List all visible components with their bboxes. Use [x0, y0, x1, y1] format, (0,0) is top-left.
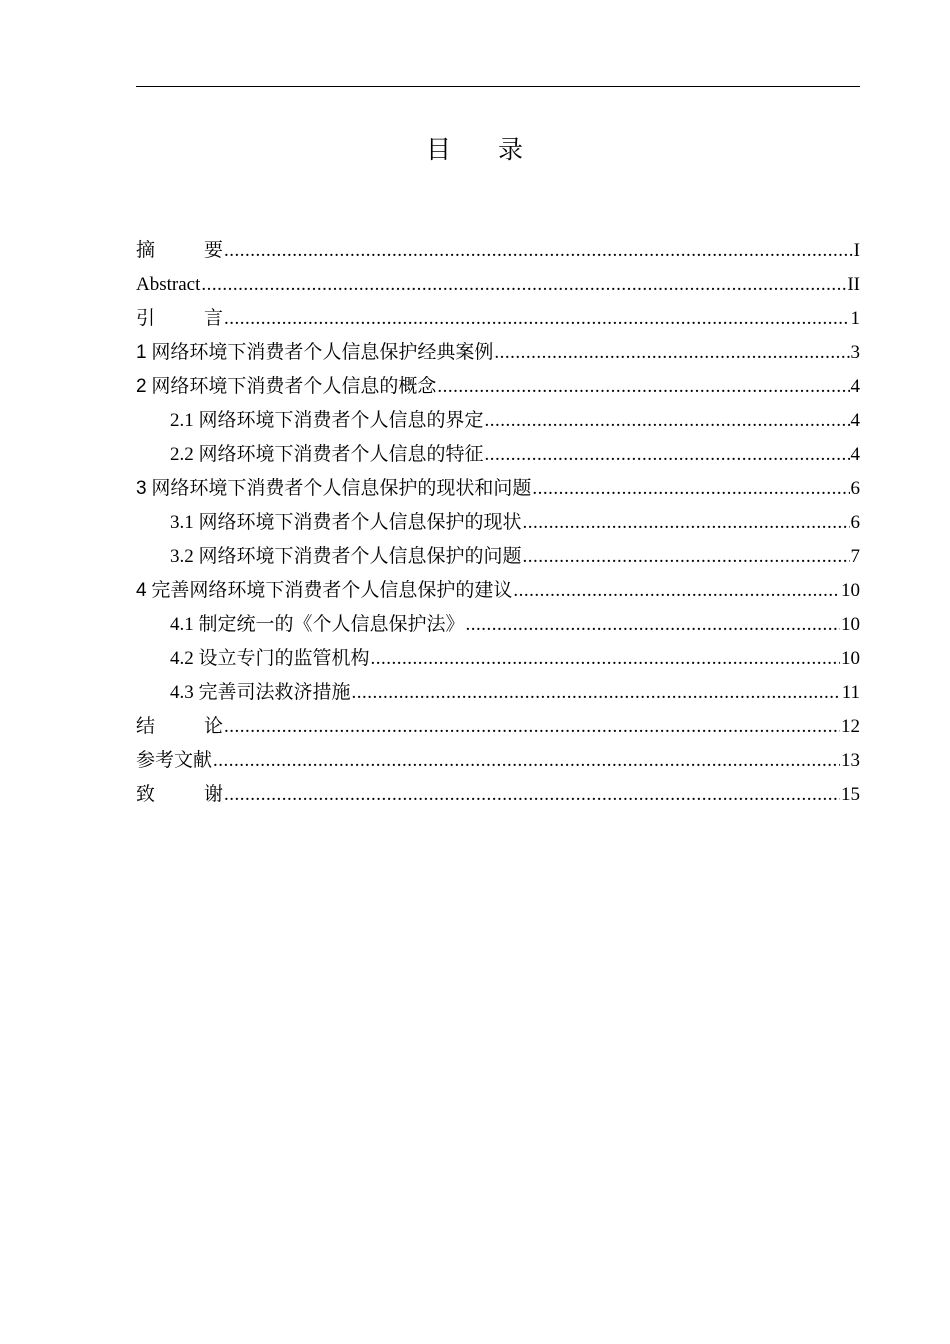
toc-page-number: 12: [841, 716, 860, 737]
toc-entry-chapter-3[interactable]: [136, 472, 860, 506]
toc-entry-label: 引 言: [136, 308, 224, 329]
toc-title-char-1: 目: [425, 135, 452, 164]
toc-entry-label: 参考文献: [136, 750, 213, 771]
toc-entry-section-3-2[interactable]: [136, 540, 860, 574]
toc-entry-label: 3 网络环境下消费者个人信息保护的现状和问题: [136, 478, 532, 499]
toc-title: [0, 132, 950, 168]
toc-page-number: 4: [850, 410, 860, 431]
toc-dot-leader: [224, 234, 853, 268]
toc-page-number: 4: [850, 444, 860, 465]
toc-entry-abstract-en[interactable]: [136, 268, 860, 302]
toc-dot-leader: [466, 608, 840, 642]
toc-entry-section-2-1[interactable]: [136, 404, 860, 438]
toc-entry-label: 2.2 网络环境下消费者个人信息的特征: [170, 444, 484, 465]
toc-entry-label: 摘 要: [136, 240, 224, 261]
toc-entry-label: 3.1 网络环境下消费者个人信息保护的现状: [170, 512, 522, 533]
toc-entry-label: 1 网络环境下消费者个人信息保护经典案例: [136, 342, 494, 363]
toc-entry-section-4-2[interactable]: [136, 642, 860, 676]
toc-dot-leader: [485, 438, 850, 472]
toc-page-number: 6: [850, 512, 860, 533]
toc-dot-leader: [213, 744, 840, 778]
toc-page-number: 7: [850, 546, 860, 567]
toc-entry-abstract-cn[interactable]: [136, 234, 860, 268]
toc-entry-label: 2 网络环境下消费者个人信息的概念: [136, 376, 437, 397]
table-of-contents: [136, 234, 860, 812]
toc-page-number: 3: [850, 342, 860, 363]
toc-dot-leader: [494, 336, 849, 370]
toc-entry-section-4-3[interactable]: [136, 676, 860, 710]
toc-page-number: 11: [841, 682, 860, 703]
toc-page-number: 13: [841, 750, 860, 771]
toc-entry-introduction[interactable]: [136, 302, 860, 336]
toc-entry-label: 4.3 完善司法救济措施: [170, 682, 351, 703]
toc-dot-leader: [532, 472, 849, 506]
toc-entry-section-3-1[interactable]: [136, 506, 860, 540]
toc-entry-conclusion[interactable]: [136, 710, 860, 744]
toc-entry-label: 4.2 设立专门的监管机构: [170, 648, 370, 669]
toc-page-number: II: [847, 274, 860, 295]
toc-entry-references[interactable]: [136, 744, 860, 778]
toc-dot-leader: [513, 574, 840, 608]
toc-dot-leader: [224, 710, 840, 744]
toc-entry-chapter-1[interactable]: [136, 336, 860, 370]
toc-dot-leader: [437, 370, 849, 404]
toc-entry-label: Abstract: [136, 274, 201, 295]
toc-entry-chapter-2[interactable]: [136, 370, 860, 404]
toc-dot-leader: [352, 676, 841, 710]
toc-entry-acknowledgements[interactable]: [136, 778, 860, 812]
toc-entry-section-2-2[interactable]: [136, 438, 860, 472]
toc-title-char-2: 录: [498, 135, 525, 164]
toc-page-number: 1: [850, 308, 860, 329]
toc-entry-label: 致 谢: [136, 784, 224, 805]
toc-entry-label: 2.1 网络环境下消费者个人信息的界定: [170, 410, 484, 431]
toc-dot-leader: [224, 302, 849, 336]
toc-dot-leader: [523, 506, 850, 540]
toc-dot-leader: [523, 540, 850, 574]
toc-dot-leader: [224, 778, 840, 812]
toc-dot-leader: [371, 642, 840, 676]
toc-page-number: 15: [841, 784, 860, 805]
header-rule: [136, 86, 860, 87]
toc-entry-label: 3.2 网络环境下消费者个人信息保护的问题: [170, 546, 522, 567]
toc-entry-label: 结 论: [136, 716, 224, 737]
toc-page-number: 10: [841, 614, 860, 635]
toc-page-number: I: [853, 240, 860, 261]
toc-entry-section-4-1[interactable]: [136, 608, 860, 642]
toc-dot-leader: [485, 404, 850, 438]
toc-entry-label: 4 完善网络环境下消费者个人信息保护的建议: [136, 580, 513, 601]
toc-entry-chapter-4[interactable]: [136, 574, 860, 608]
toc-dot-leader: [201, 268, 846, 302]
toc-page-number: 10: [841, 648, 860, 669]
toc-page-number: 6: [850, 478, 860, 499]
toc-page-number: 10: [841, 580, 860, 601]
toc-page-number: 4: [850, 376, 860, 397]
toc-entry-label: 4.1 制定统一的《个人信息保护法》: [170, 614, 465, 635]
